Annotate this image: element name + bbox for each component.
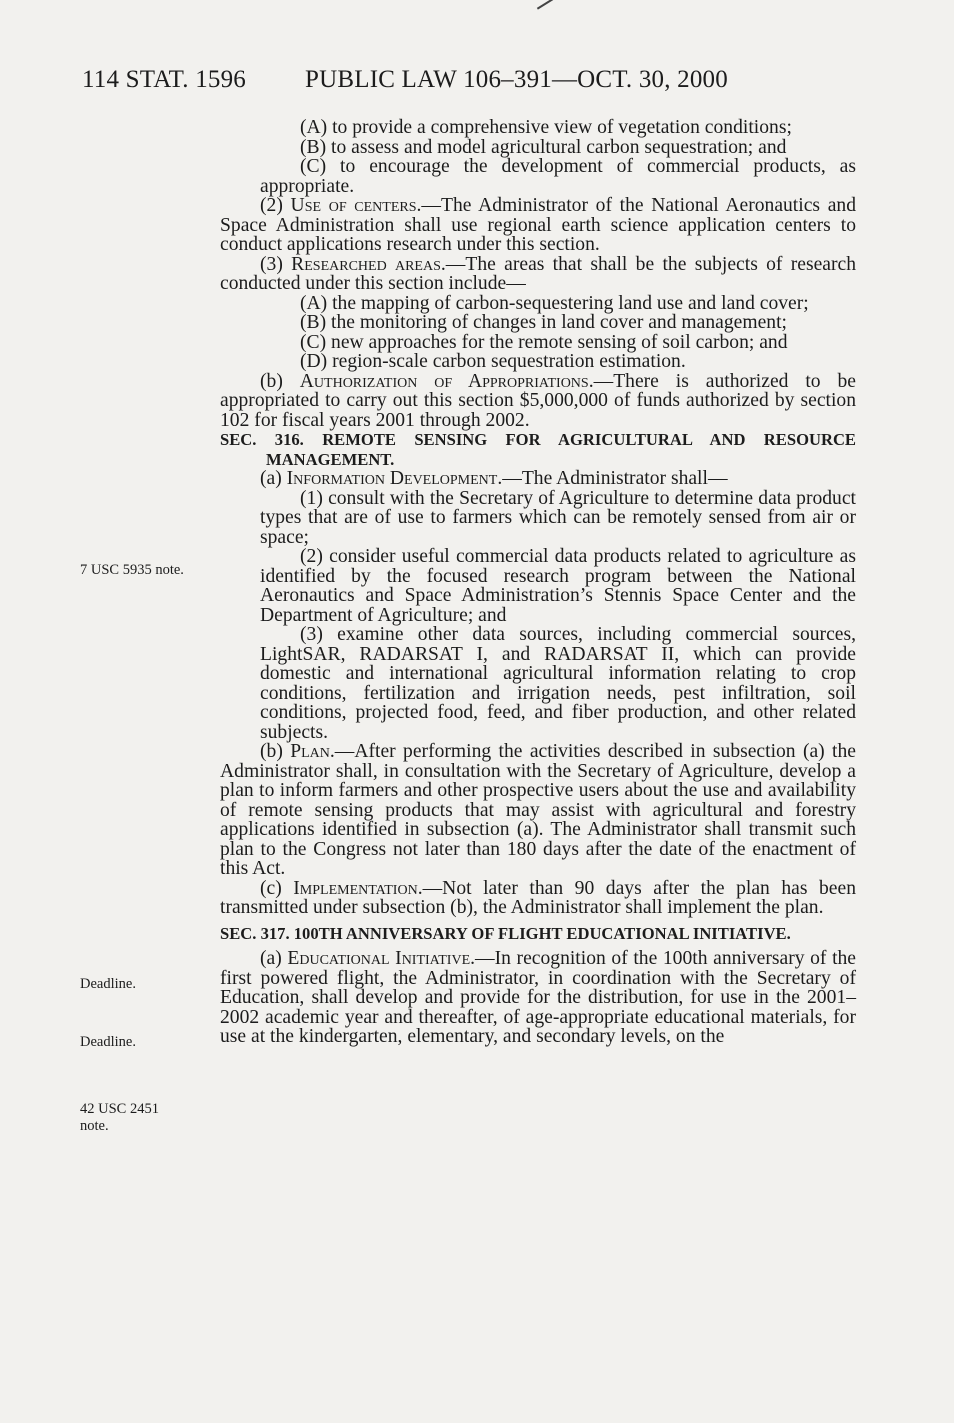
paragraph: (A) the mapping of carbon-sequestering land use and land cover;: [300, 292, 809, 314]
law-title: PUBLIC LAW 106–391—OCT. 30, 2000: [305, 66, 728, 93]
section-heading: SEC. 317. 100TH ANNIVERSARY OF FLIGHT EDUCATIONAL INITIATIVE.: [220, 923, 791, 943]
paragraph: (C) to encourage the development of commercial products, as appropriate.: [260, 156, 856, 197]
paragraph: [220, 879, 856, 918]
pen-mark: [537, 0, 553, 10]
margin-note-deadline: Deadline.: [80, 1034, 136, 1050]
paragraph: [220, 742, 856, 879]
paragraph: [220, 469, 856, 489]
paragraph: [220, 949, 856, 1047]
paragraph: [220, 255, 856, 294]
paragraph-heading: Use of centers: [290, 195, 417, 216]
paragraph-heading: Implementation: [293, 877, 418, 899]
paragraph: [220, 196, 856, 255]
paragraph: (1) consult with the Secretary of Agriculture to determine data product types that are of use to farmers which can be remotely sensed from air or space;: [260, 487, 856, 548]
paragraph-number: (3): [260, 253, 283, 275]
paragraph-number: (a): [260, 948, 282, 969]
paragraph-text: .—After performing the activities described in subsection (a) the Administrator shall, in consultation with the Secretary of Agriculture, develop a plan to inform farmers and other prospective users about the use and availability of remote sensing products that may assist with agricultural and forestry applications identified in subsection (a). The Administrator shall transmit such plan to the Congress not later than 180 days after the date of the enactment of this Act.: [220, 741, 856, 879]
paragraph-text: .—The areas that shall be the subjects of research conducted under this section include—: [220, 253, 857, 294]
paragraph-text: .—The Administrator of the National Aeronautics and Space Administration shall use regional earth science application centers to conduct applications research under this section.: [220, 195, 856, 255]
margin-note-sec316: 7 USC 5935 note.: [80, 562, 184, 578]
paragraph-text: .—The Administrator shall—: [497, 468, 728, 489]
paragraph-number: (a): [260, 468, 282, 489]
paragraph-heading: Information Development: [286, 468, 498, 489]
paragraph-text: .—In recognition of the 100th anniversary of the first powered flight, the Administrator, in coordination with the Secretary of Education, shall develop and provide for the distribution, for use in the 2001–2002 academic year and thereafter, of age-appropriate educational materials, for use at the kindergarten, elementary, and secondary levels, on the: [220, 948, 857, 1047]
paragraph: (3) examine other data sources, including commercial sources, LightSAR, RADARSAT I, and RADARSAT II, which can provide domestic and international agricultural information relating to crop conditions, fertilization and irrigation needs, pest infiltration, soil conditions, projected food, feed, and fiber production, and other related subjects.: [260, 624, 856, 743]
paragraph-heading: Educational Initiative: [287, 948, 471, 969]
paragraph-number: (b): [260, 370, 283, 392]
margin-note-deadline: Deadline.: [80, 976, 136, 992]
margin-note-line: 42 USC 2451: [80, 1101, 159, 1117]
paragraph-number: (2): [260, 195, 283, 216]
paragraph-number: (c): [260, 877, 282, 899]
paragraph-number: (b): [260, 741, 283, 762]
paragraph-text: .—Not later than 90 days after the plan has been transmitted under subsection (b), the Administrator shall implement the plan.: [220, 877, 856, 918]
paragraph-heading: Authorization of Appropriations: [299, 370, 589, 392]
paragraph: [220, 372, 856, 431]
stat-reference: 114 STAT. 1596: [82, 66, 246, 93]
paragraph: (A) to provide a comprehensive view of vegetation conditions;: [300, 117, 792, 138]
paragraph: (2) consider useful commercial data products related to agriculture as identified by the focused research program between the National Aeronautics and Space Administration’s Stennis Space Center and the Department of Agriculture; and: [260, 546, 856, 626]
margin-note-line: note.: [80, 1118, 109, 1134]
document-body: [220, 118, 856, 1047]
paragraph-text: .—There is authorized to be appropriated to carry out this section $5,000,000 of funds authorized by section 102 for fiscal years 2001 through 2002.: [220, 370, 856, 431]
paragraph: (D) region-scale carbon sequestration estimation.: [300, 351, 686, 372]
section-heading: SEC. 316. REMOTE SENSING FOR AGRICULTURAL AND RESOURCE MANAGEMENT.: [220, 430, 856, 469]
paragraph-heading: Researched areas: [291, 253, 441, 275]
paragraph: (C) new approaches for the remote sensing of soil carbon; and: [300, 331, 788, 353]
paragraph: (B) to assess and model agricultural carbon sequestration; and: [300, 136, 787, 158]
margin-note-sec317: [80, 1101, 159, 1135]
paragraph-heading: Plan: [290, 741, 330, 762]
paragraph: (B) the monitoring of changes in land cover and management;: [300, 312, 787, 333]
